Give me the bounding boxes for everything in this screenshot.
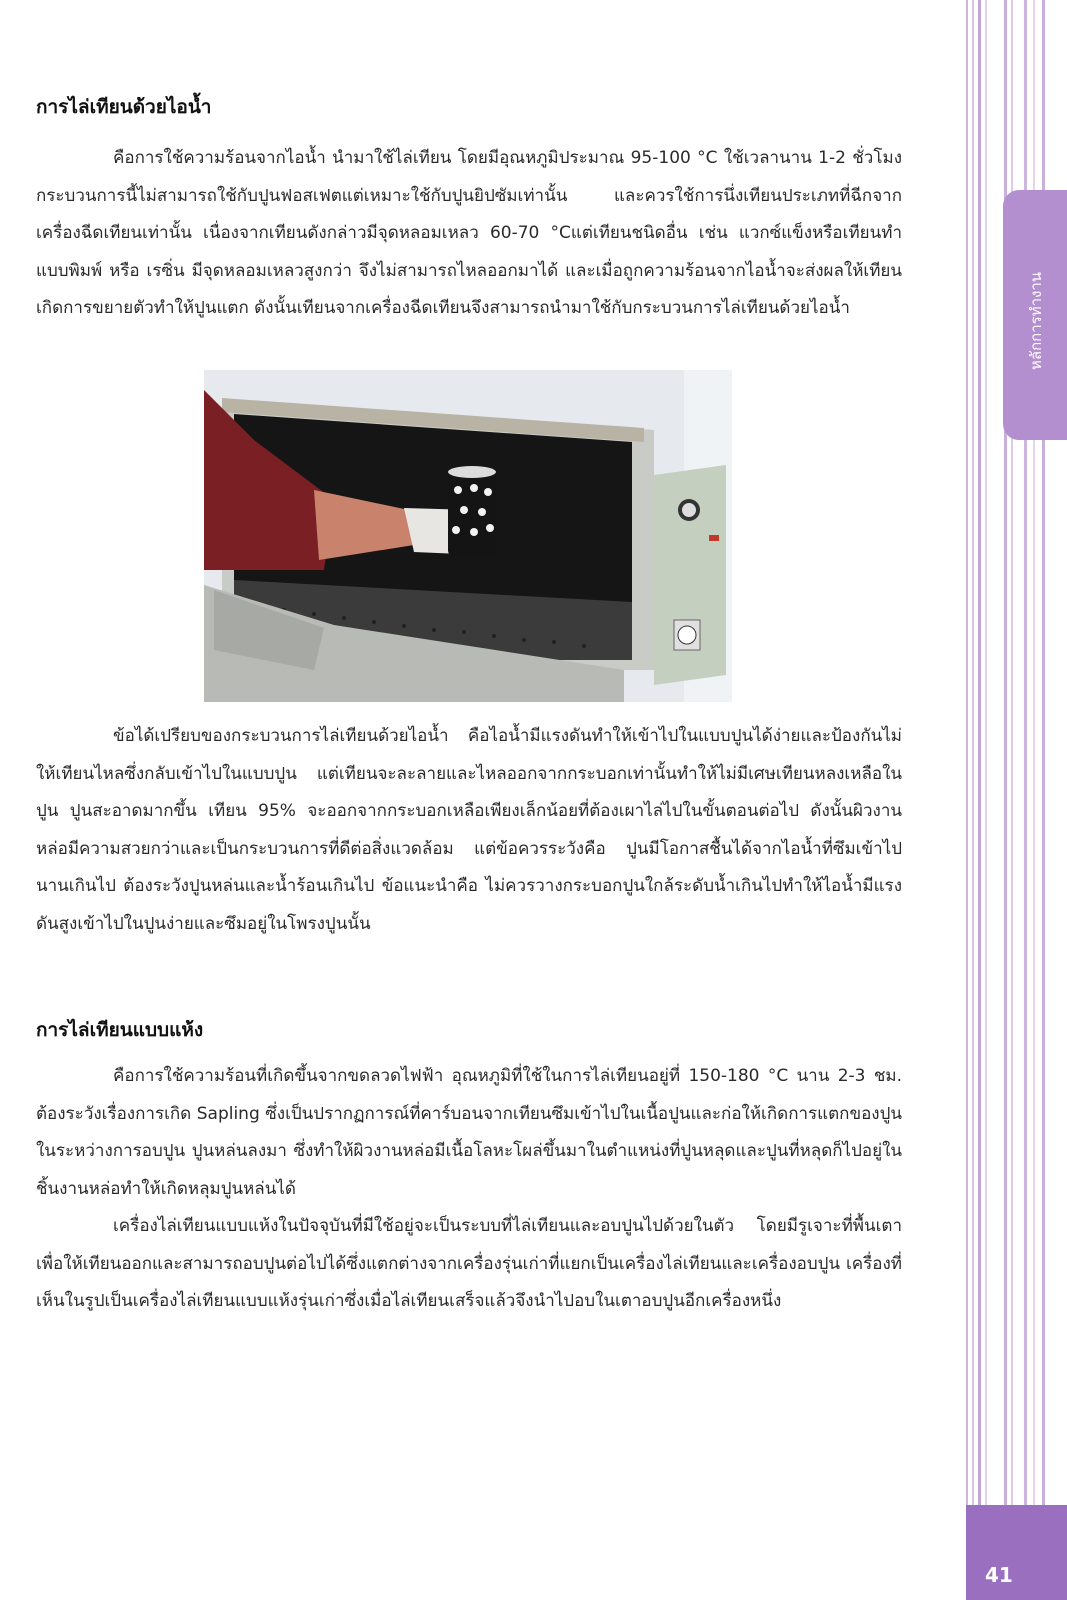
decorative-stripe — [966, 0, 968, 1600]
page-number: 41 — [985, 1563, 1013, 1587]
decorative-stripe — [985, 0, 987, 1600]
decorative-stripe — [978, 0, 981, 1600]
section-paragraph-dry-dewax-machines: เครื่องไล่เทียนแบบแห้งในปัจจุบันที่มีใช้อยู่จะเป็นระบบที่ไล่เทียนและอบปูนไปด้วยในตัว โดยมีรูเจาะที่พื้นเตาเพื่อให้เทียนออกและสามารถอบปูนต่อไปได้ซึ่งแตกต่างจากเครื่องรุ่นเก่าที่แยกเป็นเครื่องไล่เทียนและเครื่องอบปูน เครื่องที่เห็นในรูปเป็นเครื่องไล่เทียนแบบแห้งรุ่นเก่าซึ่งเมื่อไล่เทียนเสร็จแล้วจึงนำไปอบในเตาอบปูนอีกเครื่องหนึ่ง — [36, 1216, 902, 1311]
section-paragraph-steam-dewax: คือการใช้ความร้อนจากไอน้ำ นำมาใช้ไล่เทียน โดยมีอุณหภูมิประมาณ 95-100 °C ใช้เวลานาน 1-2 ชั่วโมง กระบวนการนี้ไม่สามารถใช้กับปูนฟอสเฟตแต่เหมาะใช้กับปูนยิปซัมเท่านั้น และควรใช้การนึ่งเทียนประเภทที่ฉีกจากเครื่องฉีดเทียนเท่านั้น เนื่องจากเทียนดังกล่าวมีจุดหลอมเหลว 60-70 °Cแต่เทียนชนิดอื่น เช่น แวกซ์แข็งหรือเทียนทำแบบพิมพ์ หรือ เรซิ่น มีจุดหลอมเหลวสูงกว่า จึงไม่สามารถไหลออกมาได้ และเมื่อถูกความร้อนจากไอน้ำจะส่งผลให้เทียนเกิดการขยายตัวทำให้ปูนแตก ดังนั้นเทียนจากเครื่องฉีดเทียนจึงสามารถนำมาใช้กับกระบวนการไล่เทียนด้วยไอน้ำ — [36, 148, 902, 318]
section-paragraph-dry-dewax: คือการใช้ความร้อนที่เกิดขึ้นจากขดลวดไฟฟ้า อุณหภูมิที่ใช้ในการไล่เทียนอยู่ที่ 150-180 °C นาน 2-3 ชม. ต้องระวังเรื่องการเกิด Sapling ซึ่งเป็นปรากฏการณ์ที่คาร์บอนจากเทียนซึมเข้าไปในเนื้อปูนและก่อให้เกิดการแตกของปูนในระหว่างการอบปูน ปูนหล่นลงมา ซึ่งทำให้ผิวงานหล่อมีเนื้อโลหะโผล่ขึ้นมาในตำแหน่งที่ปูนหลุดและปูนที่หลุดก็ไปอยู่ในชิ้นงานหล่อทำให้เกิดหลุมปูนหล่นได้ — [36, 1066, 902, 1199]
steam-dewax-oven-photo — [204, 370, 732, 702]
chapter-side-tab-label: หลักการทำงาน — [1027, 271, 1045, 370]
section-heading-dry-dewax: การไล่เทียนแบบแห้ง — [36, 1019, 204, 1041]
section-heading-steam-dewax: การไล่เทียนด้วยไอน้ำ — [36, 96, 212, 118]
decorative-stripe — [972, 0, 974, 1600]
section-paragraph-steam-dewax-advantages: ข้อได้เปรียบของกระบวนการไล่เทียนด้วยไอน้ำ คือไอน้ำมีแรงดันทำให้เข้าไปในแบบปูนได้ง่ายและป้องกันไม่ให้เทียนไหลซึ่งกลับเข้าไปในแบบปูน แต่เทียนจะละลายและไหลออกจากกระบอกเท่านั้นทำให้ไม่มีเศษเทียนหลงเหลือในปูน ปูนสะอาดมากขึ้น เทียน 95% จะออกจากกระบอกเหลือเพียงเล็กน้อยที่ต้องเผาไล่ไปในขั้นตอนต่อไป ดังนั้นผิวงานหล่อมีความสวยกว่าและเป็นกระบวนการที่ดีต่อสิ่งแวดล้อม แต่ข้อควรระวังคือ ปูนมีโอกาสชื้นได้จากไอน้ำที่ซึมเข้าไปนานเกินไป ต้องระวังปูนหล่นและน้ำร้อนเกินไป ข้อแนะนำคือ ไม่ควรวางกระบอกปูนใกล้ระดับน้ำเกินไปทำให้ไอน้ำมีแรงดันสูงเข้าไปในปูนง่ายและซึมอยู่ในโพรงปูนนั้น — [36, 726, 902, 934]
